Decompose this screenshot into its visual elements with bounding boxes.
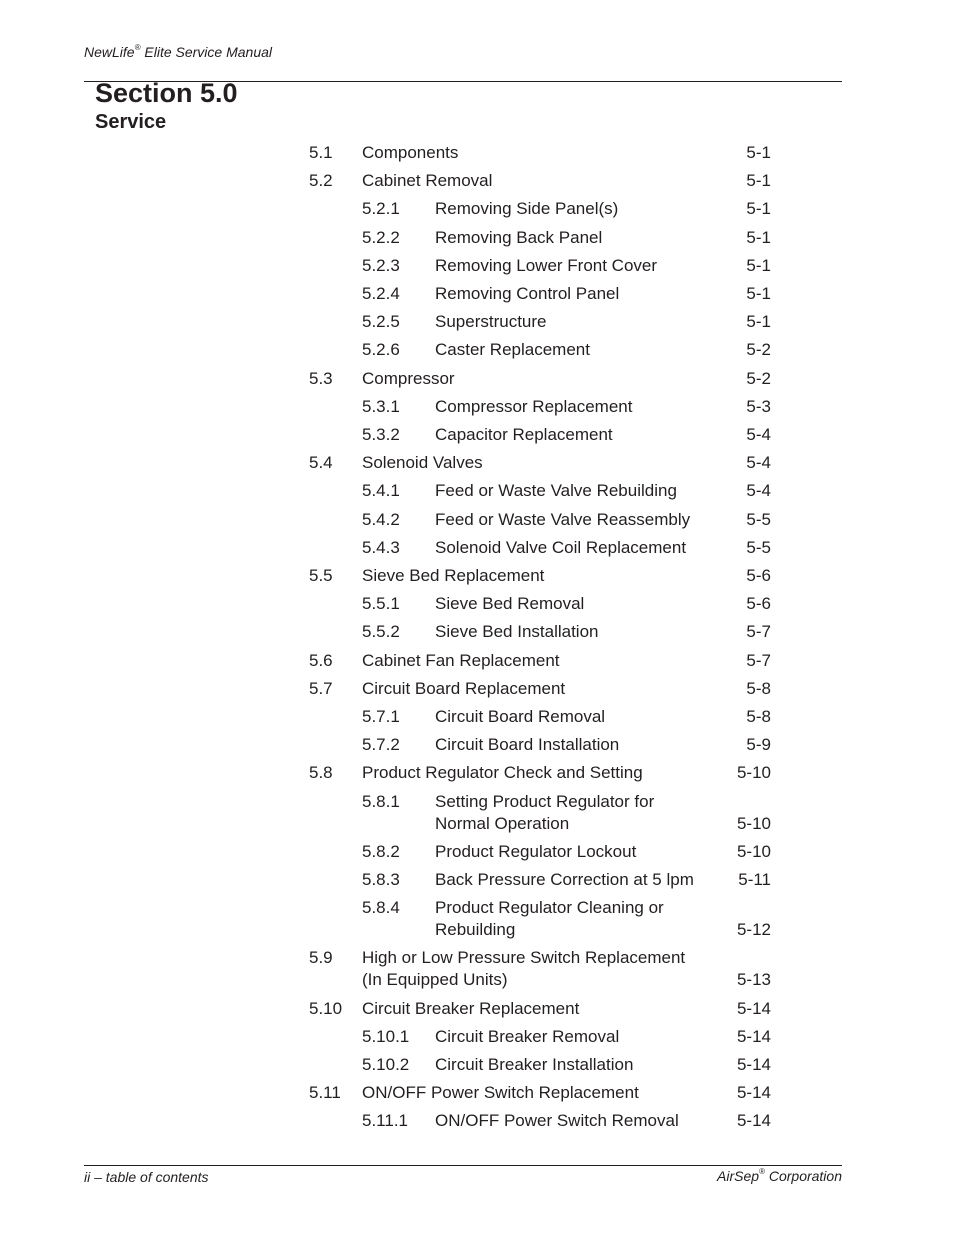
toc-entry-title-line: Feed or Waste Valve Reassembly [435, 509, 691, 529]
toc-entry-page: 5-9 [746, 735, 771, 755]
toc-entry-title [362, 142, 458, 164]
toc-entry-page: 5-1 [746, 284, 771, 303]
toc-entry-title [435, 339, 590, 361]
toc-entry-page: 5-7 [746, 650, 771, 670]
toc-entry-title-line: Product Regulator Lockout [435, 841, 637, 861]
toc-entry-page: 5-5 [746, 509, 771, 529]
toc-entry-page: 5-1 [746, 312, 771, 332]
toc-entry-page: 5-2 [746, 368, 771, 388]
toc-entry-title [435, 509, 690, 531]
toc-entry-title [362, 947, 685, 991]
toc-entry-page: 5-7 [746, 622, 771, 642]
toc-entry-title-line: Sieve Bed Removal [435, 594, 585, 614]
toc-entry-title-line: Setting Product Regulator for [435, 791, 655, 811]
toc-entry-title-line: Product Regulator Cleaning or [435, 898, 664, 918]
toc-entry-title [435, 311, 547, 333]
manual-brand: NewLife [84, 44, 135, 60]
toc-entry-number: 5.2.5 [362, 312, 400, 332]
toc-entry-number: 5.2 [309, 171, 333, 191]
toc-entry-title-line: Compressor [362, 368, 455, 388]
toc-entry-number: 5.7 [309, 678, 333, 698]
toc-entry-number: 5.3 [309, 368, 333, 388]
toc-entry-number: 5.3.1 [362, 396, 400, 416]
toc-entry-number: 5.7.2 [362, 735, 400, 755]
toc-entry-title-line: Compressor Replacement [435, 396, 633, 416]
toc-entry-title-line: Circuit Board Removal [435, 707, 606, 726]
toc-entry-title [435, 227, 602, 249]
toc-entry-title-line: (In Equipped Units) [362, 970, 508, 990]
toc-entry-page: 5-8 [746, 678, 771, 698]
toc-entry-title [362, 452, 483, 474]
footer-company [717, 1168, 842, 1184]
toc-entry-title [435, 734, 619, 756]
manual-title-rest: Elite Service Manual [140, 44, 273, 60]
footer-divider [84, 1165, 842, 1166]
toc-entry-page: 5-1 [746, 171, 771, 191]
toc-entry-page: 5-14 [736, 1055, 771, 1074]
toc-entry-title [435, 593, 584, 615]
toc-entry-title-line: Back Pressure Correction at 5 lpm [435, 870, 694, 889]
toc-entry-number: 5.2.1 [362, 199, 400, 219]
toc-entry-title-line: Normal Operation [435, 813, 570, 833]
toc-entry-page: 5-1 [746, 255, 771, 275]
toc-entry-page: 5-4 [746, 453, 771, 473]
toc-entry-number: 5.5 [309, 566, 333, 585]
toc-entry-page: 5-4 [746, 481, 771, 501]
toc-entry-page: 5-13 [736, 970, 771, 990]
toc-entry-page: 5-14 [736, 1026, 771, 1046]
toc-entry-page: 5-1 [746, 227, 771, 247]
toc-entry-page: 5-4 [746, 425, 771, 444]
toc-entry-title-line: Capacitor Replacement [435, 425, 613, 444]
toc-entry-number: 5.8.3 [362, 870, 400, 889]
toc-entry-number: 5.4.1 [362, 481, 400, 501]
toc-entry-number: 5.4 [309, 453, 333, 473]
registered-mark: ® [134, 43, 141, 52]
registered-mark: ® [759, 1167, 765, 1176]
toc-entry-number: 5.2.2 [362, 227, 400, 247]
toc-entry-number: 5.6 [309, 650, 333, 670]
toc-entry-page: 5-2 [746, 340, 771, 360]
toc-entry-title [435, 621, 599, 643]
toc-entry-title [435, 1026, 619, 1048]
toc-entry-title [435, 841, 636, 863]
toc-entry-page: 5-6 [746, 566, 771, 585]
toc-entry-number: 5.2.4 [362, 284, 400, 303]
section-title: Section 5.0 [95, 78, 238, 108]
toc-entry-number: 5.4.3 [362, 537, 400, 557]
toc-entry-title [362, 170, 492, 192]
toc-entry-number: 5.11.1 [362, 1111, 409, 1131]
toc-entry-title-line: Superstructure [435, 312, 547, 332]
toc-entry-title [362, 762, 643, 784]
toc-entry-title-line: Cabinet Fan Replacement [362, 650, 560, 670]
toc-entry-number: 5.11 [309, 1083, 341, 1103]
toc-entry-title-line: Circuit Breaker Installation [435, 1055, 634, 1074]
toc-entry-title [435, 198, 618, 220]
toc-entry-number: 5.5.1 [362, 594, 400, 614]
toc-entry-number: 5.8 [309, 763, 333, 783]
section-subtitle: Service [95, 111, 167, 133]
toc-entry-title-line: Circuit Breaker Replacement [362, 998, 580, 1018]
toc-entry-number: 5.4.2 [362, 509, 400, 529]
toc-entry-title-line: Circuit Board Installation [435, 735, 620, 755]
toc-entry-number: 5.1 [309, 143, 333, 162]
toc-entry-title [435, 1110, 679, 1132]
toc-entry-title [362, 368, 455, 390]
toc-entry-title-line: Feed or Waste Valve Rebuilding [435, 481, 677, 501]
toc-entry-title [362, 565, 544, 587]
toc-entry-page: 5-14 [736, 998, 771, 1018]
toc-entry-number: 5.10 [309, 998, 343, 1018]
toc-entry-title-line: Circuit Board Replacement [362, 678, 566, 698]
toc-entry-page: 5-8 [746, 707, 771, 726]
toc-entry-number: 5.3.2 [362, 425, 400, 444]
toc-entry-title-line: ON/OFF Power Switch Removal [435, 1111, 679, 1131]
toc-entry-title-line: Product Regulator Check and Setting [362, 763, 643, 783]
toc-entry-number: 5.2.3 [362, 255, 400, 275]
toc-entry-title-line: Circuit Breaker Removal [435, 1026, 620, 1046]
toc-entry-number: 5.9 [309, 948, 333, 968]
toc-entry-title-line: Sieve Bed Replacement [362, 566, 545, 585]
toc-entry-title [435, 706, 605, 728]
toc-entry-number: 5.8.4 [362, 898, 400, 918]
toc-entry-page: 5-11 [738, 870, 771, 889]
toc-entry-title-line: Caster Replacement [435, 340, 590, 360]
toc-entry-title [362, 678, 565, 700]
toc-entry-title-line: Rebuilding [435, 920, 516, 940]
toc-entry-title [362, 1082, 639, 1104]
toc-entry-number: 5.8.2 [362, 841, 400, 861]
toc-entry-title-line: Solenoid Valve Coil Replacement [435, 537, 687, 557]
toc-entry-page: 5-14 [736, 1083, 771, 1103]
toc-entry-title [435, 869, 694, 891]
toc-entry-page: 5-5 [746, 537, 771, 557]
toc-entry-title [435, 537, 686, 559]
toc-entry-page: 5-6 [746, 594, 771, 614]
toc-entry-title-line: ON/OFF Power Switch Replacement [362, 1083, 639, 1103]
toc-entry-page: 5-10 [736, 763, 771, 783]
toc-entry-title [362, 998, 579, 1020]
company-name: AirSep [717, 1168, 760, 1184]
toc-entry-title-line: Sieve Bed Installation [435, 622, 599, 642]
toc-entry-title [435, 283, 619, 305]
toc-entry-number: 5.2.6 [362, 340, 400, 360]
toc-entry-page: 5-10 [736, 841, 771, 861]
toc-entry-page: 5-3 [746, 396, 771, 416]
toc-entry-title-line: Removing Side Panel(s) [435, 199, 619, 219]
toc-entry-page: 5-12 [736, 920, 771, 940]
toc-entry-page: 5-14 [736, 1111, 771, 1131]
toc-entry-title-line: Components [362, 143, 459, 162]
toc-entry-title [435, 424, 613, 446]
toc-entry-title [435, 897, 664, 941]
toc-entry-title-line: Cabinet Removal [362, 171, 493, 191]
toc-entry-title-line: Removing Control Panel [435, 284, 620, 303]
toc-entry-title-line: Solenoid Valves [362, 453, 483, 473]
toc-entry-number: 5.7.1 [362, 707, 400, 726]
toc-entry-title [435, 480, 677, 502]
toc-entry-title [435, 396, 632, 418]
footer-page-label: ii – table of contents [84, 1169, 209, 1185]
toc-entry-page: 5-10 [736, 813, 771, 833]
toc-entry-title-line: High or Low Pressure Switch Replacement [362, 948, 686, 968]
toc-entry-title-line: Removing Lower Front Cover [435, 255, 658, 275]
company-name-rest: Corporation [764, 1168, 842, 1184]
toc-entry-page: 5-1 [746, 143, 771, 162]
toc-entry-title [362, 650, 560, 672]
toc-entry-title [435, 255, 657, 277]
toc-entry-title [435, 791, 654, 835]
toc-entry-number: 5.5.2 [362, 622, 400, 642]
toc-entry-number: 5.10.1 [362, 1026, 410, 1046]
toc-entry-title-line: Removing Back Panel [435, 227, 603, 247]
toc-entry-number: 5.8.1 [362, 791, 400, 811]
toc-entry-title [435, 1054, 633, 1076]
toc-entry-page: 5-1 [746, 199, 771, 219]
toc-entry-number: 5.10.2 [362, 1055, 410, 1074]
